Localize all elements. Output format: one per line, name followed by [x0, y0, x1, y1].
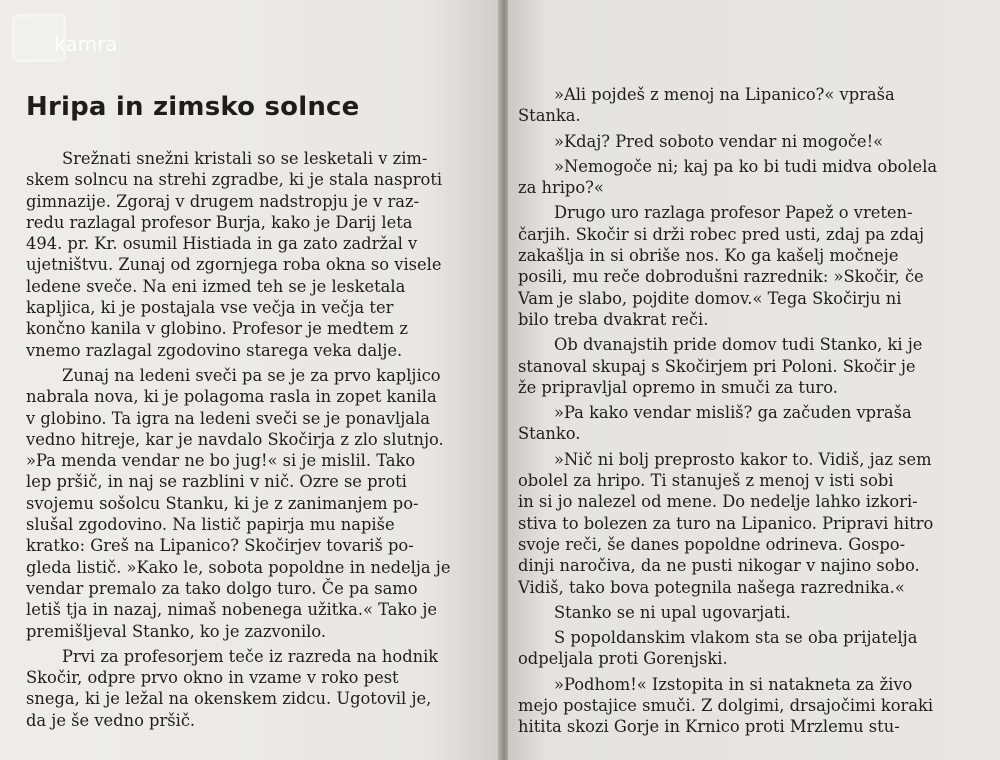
text-line: 494. pr. Kr. osumil Histiada in ga zato zadržal v	[26, 234, 418, 254]
text-line: končno kanila v globino. Profesor je medtem z	[26, 319, 408, 339]
text-line: zakašlja in si obriše nos. Ko ga kašelj močneje	[518, 246, 899, 266]
text-line: redu razlagal profesor Burja, kako je Darij leta	[26, 212, 413, 232]
left-body-text	[26, 148, 484, 731]
paragraph	[518, 84, 984, 127]
text-line: za hripo?«	[518, 178, 604, 198]
watermark-text: kamra	[54, 32, 118, 56]
text-line: svojemu sošolcu Stanku, ki je z zanimanjem po-	[26, 493, 419, 513]
paragraph	[518, 627, 984, 670]
paragraph	[26, 148, 484, 361]
text-line: Prvi za profesorjem teče iz razreda na hodnik	[62, 646, 439, 666]
text-line: »Pa kako vendar misliš? ga začuden vpraša	[554, 403, 912, 423]
text-line: mejo postajice smuči. Z dolgimi, drsajočimi koraki	[518, 696, 934, 716]
text-line: bilo treba dvakrat reči.	[518, 309, 709, 329]
text-line: Zunaj na ledeni sveči pa se je za prvo kapljico	[62, 365, 441, 385]
text-line: Srežnati snežni kristali so se lesketali v zim-	[62, 149, 428, 168]
text-line: »Nemogoče ni; kaj pa ko bi tudi midva obolela	[554, 156, 938, 176]
text-line: Drugo uro razlaga profesor Papež o vreten-	[554, 203, 913, 223]
paragraph	[26, 365, 484, 642]
text-line: gimnazije. Zgoraj v drugem nadstropju je v raz-	[26, 191, 420, 211]
text-line: Ob dvanajstih pride domov tudi Stanko, ki je	[554, 335, 923, 355]
text-line: S popoldanskim vlakom sta se oba prijatelja	[554, 628, 918, 648]
right-body-text	[518, 84, 984, 738]
paragraph	[518, 402, 984, 445]
text-line: ujetništvu. Zunaj od zgornjega roba okna so visele	[26, 255, 442, 275]
paragraph	[518, 334, 984, 398]
text-line: stiva to bolezen za turo na Lipanico. Pripravi hitro	[518, 513, 934, 533]
text-line: kapljica, ki je postajala vse večja in večja ter	[26, 298, 394, 318]
text-line: odpeljala proti Gorenjski.	[518, 649, 728, 669]
text-line: slušal zgodovino. Na listič papirja mu napiše	[26, 515, 395, 535]
watermark-logo	[12, 14, 122, 60]
paragraph	[518, 131, 984, 152]
text-line: ledene sveče. Na eni izmed teh se je lesketala	[26, 276, 406, 296]
text-line: »Podhom!« Izstopita in si natakneta za živo	[554, 674, 913, 694]
text-line: Stanko se ni upal ugovarjati.	[554, 602, 791, 622]
text-line: letiš tja in nazaj, nimaš nobenega užitka.« Tako je	[26, 600, 438, 620]
text-line: v globino. Ta igra na ledeni sveči se je ponavljala	[26, 408, 430, 428]
text-line: kratko: Greš na Lipanico? Skočirjev tovariš po-	[26, 536, 414, 556]
paragraph	[518, 674, 984, 738]
text-line: da je še vedno pršič.	[26, 710, 196, 730]
text-line: »Ali pojdeš z menoj na Lipanico?« vpraša	[554, 85, 895, 104]
text-line: lep pršič, in naj se razblini v nič. Ozre se proti	[26, 472, 407, 492]
text-line: dinji naročiva, da ne pusti nikogar v najino sobo.	[518, 556, 920, 576]
paragraph	[518, 449, 984, 598]
text-line: Skočir, odpre prvo okno in vzame v roko pest	[26, 668, 399, 688]
paragraph	[518, 156, 984, 199]
text-line: posili, mu reče dobrodušni razrednik: »Skočir, če	[518, 267, 924, 287]
text-line: snega, ki je ležal na okenskem zidcu. Ugotovil je,	[26, 689, 432, 709]
text-line: stanoval skupaj s Skočirjem pri Poloni. Skočir je	[518, 356, 916, 376]
text-line: Vam je slabo, pojdite domov.« Tega Skočirju ni	[518, 288, 902, 308]
text-line: »Kdaj? Pred soboto vendar ni mogoče!«	[554, 131, 884, 151]
text-line: »Nič ni bolj preprosto kakor to. Vidiš, jaz sem	[554, 449, 932, 469]
paragraph	[26, 646, 484, 731]
text-line: Vidiš, tako bova potegnila našega razrednika.«	[518, 577, 905, 597]
text-line: »Pa menda vendar ne bo jug!« si je mislil. Tako	[26, 451, 416, 471]
text-line: gleda listič. »Kako le, sobota popoldne in nedelja je	[26, 557, 451, 577]
text-line: vedno hitreje, kar je navdalo Skočirja z zlo slutnjo.	[26, 429, 444, 449]
chapter-title: Hripa in zimsko solnce	[26, 92, 360, 122]
text-line: Stanko.	[518, 424, 581, 444]
paragraph	[518, 602, 984, 623]
text-line: in si jo nalezel od mene. Do nedelje lahko izkori-	[518, 492, 918, 512]
text-line: vnemo razlagal zgodovino starega veka dalje.	[26, 340, 403, 360]
right-page	[508, 0, 1000, 760]
text-line: vendar premalo za tako dolgo turo. Če pa samo	[26, 578, 418, 598]
text-line: obolel za hripo. Ti stanuješ z menoj v isti sobi	[518, 471, 894, 491]
text-line: svoje reči, še danes popoldne odrineva. Gospo-	[518, 534, 906, 554]
text-line: že pripravljal opremo in smuči za turo.	[518, 377, 838, 397]
text-line: premišljeval Stanko, ko je zazvonilo.	[26, 621, 327, 641]
text-line: čarjih. Skočir si drži robec pred usti, zdaj pa zdaj	[518, 224, 925, 244]
text-line: skem solncu na strehi zgradbe, ki je stala nasproti	[26, 170, 443, 190]
text-line: nabrala nova, ki je polagoma rasla in zopet kanila	[26, 387, 437, 407]
text-line: hitita skozi Gorje in Krnico proti Mrzlemu stu-	[518, 717, 900, 737]
paragraph	[518, 202, 984, 330]
text-line: Stanka.	[518, 106, 581, 126]
